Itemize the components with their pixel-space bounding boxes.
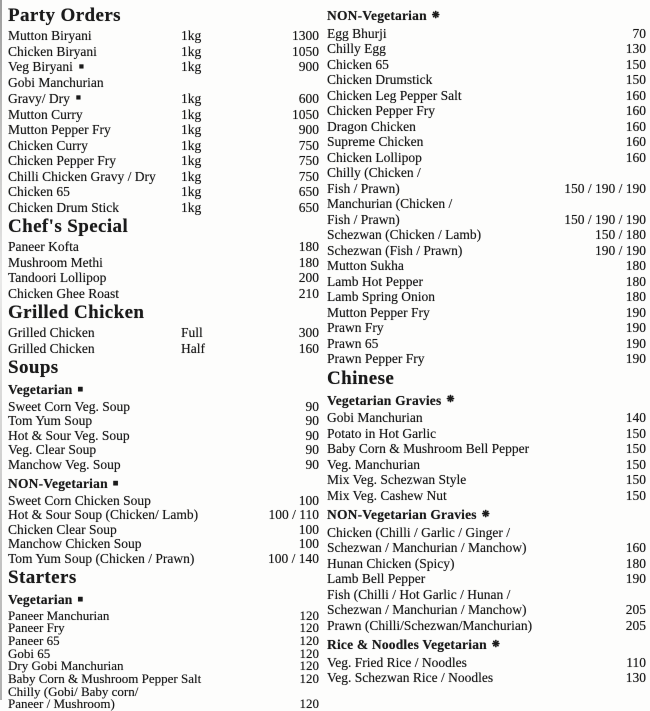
menu-mark-icon: ❋ xyxy=(481,509,490,520)
menu-item-row xyxy=(8,429,319,444)
item-price: 120 xyxy=(299,696,319,711)
item-name: Chilly (Gobi/ Baby corn/ xyxy=(8,683,139,699)
item-name: Chilli Chicken Gravy / Dry xyxy=(8,168,156,184)
item-price: 750 xyxy=(298,137,319,153)
item-price: 600 xyxy=(298,90,319,106)
menu-mark-icon: ❋ xyxy=(431,10,440,21)
item-name: Schezwan / Manchurian / Manchow) xyxy=(327,540,527,555)
menu-item-row xyxy=(8,239,319,255)
item-name: Prawn 65 xyxy=(327,335,379,351)
item-name: Chicken Drum Stick xyxy=(8,199,119,215)
menu-item-row xyxy=(327,181,646,197)
item-name: Veg. Schezwan Rice / Noodles xyxy=(327,670,494,685)
item-price: 130 xyxy=(625,41,646,56)
subsection-label: NON-Vegetarian xyxy=(8,476,108,491)
menu-item-row xyxy=(327,320,646,336)
item-price: 180 xyxy=(625,289,646,304)
item-price: 100 / 110 xyxy=(268,507,319,522)
item-price: 120 xyxy=(299,645,319,661)
menu-mark-icon: ❋ xyxy=(491,639,501,650)
item-price: 160 xyxy=(625,134,646,149)
menu-item-row xyxy=(327,165,646,181)
menu-item-row xyxy=(327,351,646,367)
item-name: Supreme Chicken xyxy=(327,134,424,149)
item-quantity: Full xyxy=(181,325,203,340)
item-name: Chicken Biryani xyxy=(8,43,97,59)
item-name: Baby Corn & Mushroom Bell Pepper xyxy=(327,441,530,456)
item-price: 190 / 190 xyxy=(594,242,646,258)
item-name: Mix Veg. Schezwan Style xyxy=(327,472,467,487)
menu-item-row xyxy=(8,443,319,458)
item-price: 190 xyxy=(625,335,646,351)
subsection-label: NON-Vegetarian xyxy=(327,8,427,23)
item-name: Baby Corn & Mushroom Pepper Salt xyxy=(8,671,202,687)
item-quantity: 1kg xyxy=(181,168,202,184)
menu-item-row xyxy=(327,57,646,73)
menu-item-row xyxy=(327,72,646,88)
item-name: Hot & Sour Soup (Chicken/ Lamb) xyxy=(8,507,199,522)
item-price: 750 xyxy=(298,153,319,168)
item-price: 120 xyxy=(299,671,319,687)
menu-item-row xyxy=(327,88,646,104)
item-name: Sweet Corn Chicken Soup xyxy=(8,492,151,508)
item-name: Chilly Egg xyxy=(327,41,386,56)
item-price: 150 xyxy=(625,56,646,72)
item-name: Dragon Chicken xyxy=(327,118,416,134)
item-name: Tom Yum Soup xyxy=(8,413,93,428)
menu-column-left xyxy=(4,4,319,711)
item-name: Manchurian (Chicken / xyxy=(327,196,453,211)
item-price: 100 / 140 xyxy=(267,550,319,566)
item-name: Paneer / Mushroom) xyxy=(8,696,115,711)
menu-item-row xyxy=(8,28,319,44)
item-price: 150 / 190 / 190 xyxy=(564,180,646,196)
item-name: Fish / Prawn) xyxy=(327,211,400,227)
menu-item-row xyxy=(327,488,646,504)
item-price: 180 xyxy=(298,239,319,254)
item-name: Egg Bhurji xyxy=(327,25,387,41)
item-price: 100 xyxy=(298,536,319,551)
subsection-label: Vegetarian xyxy=(8,592,73,607)
item-price: 190 xyxy=(625,571,646,586)
menu-item-row xyxy=(8,523,319,538)
menu-item-row xyxy=(327,243,646,259)
item-price: 190 xyxy=(625,351,646,366)
menu-item-row xyxy=(8,552,319,567)
item-name: Chicken Drumstick xyxy=(327,72,433,87)
item-name: Paneer Manchurian xyxy=(8,607,110,623)
item-price: 1050 xyxy=(292,43,319,59)
item-quantity: 1kg xyxy=(181,106,202,122)
item-price: 150 xyxy=(625,487,646,503)
item-price: 900 xyxy=(298,59,319,74)
item-name: Mutton Pepper Fry xyxy=(8,122,111,137)
item-quantity: 1kg xyxy=(181,199,202,215)
menu-mark-icon: ■ xyxy=(78,60,85,71)
item-price: 900 xyxy=(298,122,319,137)
item-price: 210 xyxy=(298,285,319,301)
item-price: 180 xyxy=(625,258,646,273)
menu-item-row xyxy=(8,44,319,60)
item-name: Veg. Fried Rice / Noodles xyxy=(327,654,467,670)
item-name: Chicken Lollipop xyxy=(327,149,422,165)
item-name: Paneer Kofta xyxy=(8,239,79,254)
item-name: Dry Gobi Manchurian xyxy=(8,658,124,674)
item-price: 90 xyxy=(305,398,319,414)
item-price: 70 xyxy=(632,25,646,41)
menu-item-row xyxy=(8,184,319,200)
menu-item-row xyxy=(8,138,319,154)
menu-item-row xyxy=(327,670,646,686)
item-price: 100 xyxy=(298,521,319,537)
item-price: 120 xyxy=(299,607,319,623)
menu-item-row xyxy=(327,289,646,305)
section-heading: Soups xyxy=(8,357,59,378)
menu-item-row xyxy=(327,655,646,671)
item-name: Schezwan (Fish / Prawn) xyxy=(327,242,463,258)
item-price: 150 xyxy=(625,441,646,456)
menu-item-row xyxy=(8,400,319,415)
menu-item-row xyxy=(8,341,319,357)
item-price: 190 xyxy=(625,320,646,335)
menu-item-row xyxy=(8,169,319,185)
menu-item-row xyxy=(327,540,646,556)
item-quantity: 1kg xyxy=(181,90,202,106)
subsection-heading xyxy=(8,592,319,609)
menu-item-row xyxy=(8,270,319,286)
menu-item-row xyxy=(327,525,646,541)
item-price: 160 xyxy=(625,103,646,118)
item-price: 1050 xyxy=(292,106,319,122)
item-quantity: 1kg xyxy=(181,137,202,153)
item-name: Schezwan / Manchurian / Manchow) xyxy=(327,602,527,617)
section-heading: Grilled Chicken xyxy=(8,302,145,323)
menu-item-row xyxy=(8,75,319,91)
menu-item-row xyxy=(327,196,646,212)
menu-item-row xyxy=(327,103,646,119)
item-name: Manchow Chicken Soup xyxy=(8,536,142,551)
item-name: Veg. Manchurian xyxy=(327,456,420,472)
menu-item-row xyxy=(8,122,319,138)
item-price: 160 xyxy=(298,340,319,356)
menu-item-row xyxy=(327,336,646,352)
item-name: Tandoori Lollipop xyxy=(8,270,107,285)
item-price: 1300 xyxy=(292,28,319,43)
section-heading: Chef's Special xyxy=(8,216,129,237)
item-name: Prawn Fry xyxy=(327,320,384,335)
item-name: Mix Veg. Cashew Nut xyxy=(327,487,447,503)
subsection-heading xyxy=(327,507,646,524)
item-name: Paneer Fry xyxy=(8,620,65,636)
menu-item-row xyxy=(8,632,319,648)
item-price: 120 xyxy=(299,620,319,636)
menu-item-row xyxy=(8,59,319,75)
menu-item-row xyxy=(327,426,646,442)
menu-item-row xyxy=(327,258,646,274)
menu-item-row xyxy=(8,414,319,429)
item-name: Mutton Curry xyxy=(8,106,83,122)
item-price: 650 xyxy=(298,199,319,215)
menu-mark-icon: ■ xyxy=(77,594,84,605)
item-name: Manchow Veg. Soup xyxy=(8,456,121,472)
item-price: 205 xyxy=(625,602,646,617)
subsection-label: NON-Vegetarian Gravies xyxy=(327,507,477,522)
item-price: 150 xyxy=(625,425,646,441)
menu-item-row xyxy=(327,587,646,603)
item-name: Gobi 65 xyxy=(8,645,51,661)
menu-column-right xyxy=(327,4,646,711)
section-heading: Starters xyxy=(8,567,77,588)
menu-item-row xyxy=(327,119,646,135)
item-quantity: Half xyxy=(181,340,205,356)
menu-item-row xyxy=(8,107,319,123)
item-price: 160 xyxy=(625,118,646,134)
item-price: 180 xyxy=(298,254,319,270)
item-name: Fish / Prawn) xyxy=(327,180,400,196)
menu-item-row xyxy=(327,150,646,166)
subsection-heading xyxy=(327,393,646,410)
subsection-heading xyxy=(8,382,319,399)
subsection-label: Rice & Noodles Vegetarian xyxy=(327,637,487,652)
item-price: 190 xyxy=(625,304,646,320)
menu-mark-icon: ■ xyxy=(77,384,84,395)
item-name: Sweet Corn Veg. Soup xyxy=(8,398,131,414)
item-name: Schezwan (Chicken / Lamb) xyxy=(327,227,482,242)
item-name: Gravy/ Dry ■ xyxy=(8,90,81,106)
item-price: 160 xyxy=(625,87,646,103)
item-name: Grilled Chicken xyxy=(8,325,95,340)
item-name: Chilly (Chicken / xyxy=(327,165,421,180)
menu-item-row xyxy=(327,556,646,572)
item-quantity: 1kg xyxy=(181,59,202,74)
menu-item-row xyxy=(8,458,319,473)
item-price: 160 xyxy=(625,540,646,555)
item-name: Grilled Chicken xyxy=(8,340,95,356)
item-quantity: 1kg xyxy=(181,43,202,59)
item-quantity: 1kg xyxy=(181,28,202,43)
item-name: Gobi Manchurian xyxy=(8,75,104,90)
menu-item-row xyxy=(327,134,646,150)
item-name: Mushroom Methi xyxy=(8,254,103,270)
item-name: Lamb Hot Pepper xyxy=(327,273,423,289)
item-name: Chicken Clear Soup xyxy=(8,521,117,537)
item-name: Gobi Manchurian xyxy=(327,410,423,425)
menu-item-row xyxy=(327,618,646,634)
item-name: Chicken Leg Pepper Salt xyxy=(327,87,462,103)
item-price: 100 xyxy=(298,492,319,508)
item-name: Prawn (Chilli/Schezwan/Manchurian) xyxy=(327,617,533,633)
item-price: 180 xyxy=(625,555,646,571)
item-name: Tom Yum Soup (Chicken / Prawn) xyxy=(8,550,195,566)
item-name: Lamb Spring Onion xyxy=(327,289,435,304)
item-name: Mutton Pepper Fry xyxy=(327,304,430,320)
item-name: Chicken Pepper Fry xyxy=(8,153,116,168)
item-price: 160 xyxy=(625,149,646,165)
item-quantity: 1kg xyxy=(181,184,202,199)
item-name: Hunan Chicken (Spicy) xyxy=(327,555,455,571)
subsection-label: Vegetarian Gravies xyxy=(327,392,442,408)
item-price: 120 xyxy=(299,658,319,674)
item-price: 200 xyxy=(298,270,319,285)
item-price: 90 xyxy=(305,427,319,443)
item-price: 750 xyxy=(298,168,319,184)
item-name: Chicken 65 xyxy=(327,56,389,72)
item-name: Paneer 65 xyxy=(8,632,60,648)
item-price: 90 xyxy=(305,442,319,457)
item-price: 150 xyxy=(625,456,646,472)
menu-item-row xyxy=(327,274,646,290)
menu-item-row xyxy=(8,494,319,509)
menu-item-row xyxy=(8,286,319,302)
menu-mark-icon: ■ xyxy=(75,92,81,102)
item-name: Mutton Sukha xyxy=(327,258,404,273)
item-price: 180 xyxy=(625,273,646,289)
item-name: Chicken (Chilli / Garlic / Ginger / xyxy=(327,524,510,540)
item-price: 150 xyxy=(625,472,646,487)
menu-item-row xyxy=(327,441,646,457)
item-price: 130 xyxy=(625,670,646,685)
item-quantity: 1kg xyxy=(181,122,202,137)
item-name: Hot & Sour Veg. Soup xyxy=(8,427,130,443)
item-quantity: 1kg xyxy=(181,153,202,168)
section-heading: Chinese xyxy=(327,367,395,389)
item-name: Mutton Biryani xyxy=(8,28,92,43)
item-name: Veg Biryani ■ xyxy=(8,59,85,74)
item-price: 140 xyxy=(625,410,646,425)
menu-item-row xyxy=(327,457,646,473)
menu-item-row xyxy=(8,200,319,216)
item-name: Prawn Pepper Fry xyxy=(327,351,425,366)
subsection-heading xyxy=(327,637,646,654)
menu-item-row xyxy=(327,472,646,488)
menu-item-row xyxy=(327,227,646,243)
menu-item-row xyxy=(8,537,319,552)
item-price: 110 xyxy=(626,654,646,670)
menu-mark-icon: ❋ xyxy=(446,395,455,405)
subsection-heading xyxy=(327,8,646,25)
item-name: Chicken Ghee Roast xyxy=(8,285,119,301)
menu-item-row xyxy=(8,325,319,341)
item-price: 150 / 180 xyxy=(594,227,646,242)
item-price: 150 / 190 / 190 xyxy=(564,211,646,227)
menu-item-row xyxy=(8,91,319,107)
menu-item-row xyxy=(8,255,319,271)
menu-item-row xyxy=(327,410,646,426)
subsection-label: Vegetarian xyxy=(8,382,73,397)
menu-mark-icon: ■ xyxy=(112,478,119,489)
item-name: Chicken Curry xyxy=(8,137,88,153)
item-name: Potato in Hot Garlic xyxy=(327,425,437,441)
menu-item-row xyxy=(8,153,319,169)
item-name: Lamb Bell Pepper xyxy=(327,571,426,586)
menu-item-row xyxy=(327,41,646,57)
item-price: 120 xyxy=(299,632,319,648)
menu-item-row xyxy=(327,602,646,618)
item-price: 650 xyxy=(298,184,319,199)
item-name: Veg. Clear Soup xyxy=(8,442,97,457)
menu-item-row xyxy=(327,26,646,42)
subsection-heading xyxy=(8,476,319,493)
item-name: Fish (Chilli / Hot Garlic / Hunan / xyxy=(327,586,511,602)
section-heading: Party Orders xyxy=(8,5,121,26)
menu-item-row xyxy=(327,571,646,587)
item-name: Chicken Pepper Fry xyxy=(327,103,435,118)
item-name: Chicken 65 xyxy=(8,184,70,199)
menu-item-row xyxy=(327,305,646,321)
menu-item-row xyxy=(327,212,646,228)
item-price: 205 xyxy=(625,617,646,633)
item-price: 90 xyxy=(305,456,319,472)
menu-item-row xyxy=(8,698,319,711)
item-price: 300 xyxy=(298,325,319,340)
item-price: 150 xyxy=(625,72,646,87)
menu-item-row xyxy=(8,508,319,523)
item-price: 90 xyxy=(305,413,319,428)
